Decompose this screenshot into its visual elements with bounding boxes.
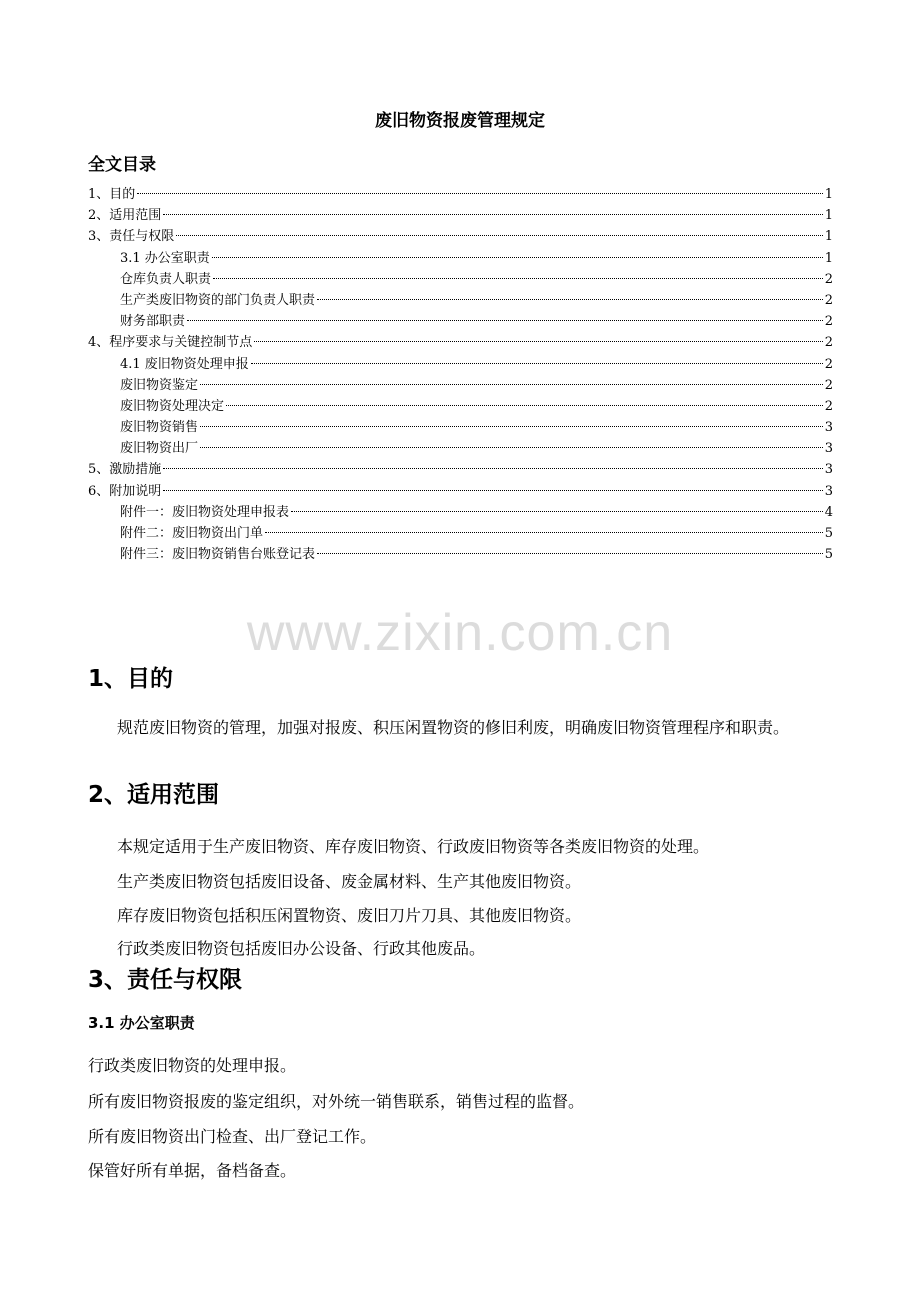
toc-entry[interactable]: [88, 523, 833, 544]
toc-leader-dots: [213, 278, 823, 279]
toc-entry-label: 附件二：废旧物资出门单: [120, 526, 264, 541]
toc-leader-dots: [176, 235, 822, 236]
toc-entry-label: 附件三：废旧物资销售台账登记表: [120, 547, 316, 563]
toc-leader-dots: [254, 341, 822, 342]
section-2-line: 本规定适用于生产废旧物资、库存废旧物资、行政废旧物资等各类废旧物资的处理。: [117, 837, 710, 856]
toc-entry-label: 2、适用范围: [88, 208, 162, 224]
toc-entry-label: 生产类废旧物资的部门负责人职责: [120, 292, 316, 308]
toc-entry-page: 3: [824, 462, 833, 478]
toc-entry-label: 6、附加说明: [88, 483, 162, 499]
table-of-contents: [88, 184, 833, 565]
toc-leader-dots: [163, 214, 822, 215]
toc-entry[interactable]: [88, 290, 833, 311]
toc-leader-dots: [200, 384, 823, 385]
toc-entry-label: 财务部职责: [120, 314, 186, 330]
toc-entry-page: 2: [824, 314, 833, 330]
toc-entry-page: 5: [824, 526, 833, 541]
toc-entry-label: 废旧物资处理决定: [120, 398, 225, 414]
toc-entry-page: 2: [824, 271, 833, 287]
toc-entry[interactable]: [88, 205, 833, 226]
toc-entry[interactable]: [88, 332, 833, 353]
section-1-text: 规范废旧物资的管理，加强对报废、积压闲置物资的修旧利废，明确废旧物资管理程序和职责。: [117, 718, 790, 737]
section-2-line: 库存废旧物资包括积压闲置物资、废旧刀片刀具、其他废旧物资。: [117, 906, 582, 925]
toc-entry[interactable]: [88, 481, 833, 502]
toc-entry-page: 2: [824, 377, 833, 393]
section-2-line: 行政类废旧物资包括废旧办公设备、行政其他废品。: [117, 939, 486, 958]
toc-entry-label: 仓库负责人职责: [120, 271, 212, 287]
section-3-line: 所有废旧物资报废的鉴定组织，对外统一销售联系，销售过程的监督。: [88, 1092, 585, 1111]
toc-entry-page: 4: [824, 504, 833, 520]
section-3-line: 保管好所有单据，备档备查。: [88, 1161, 297, 1180]
toc-leader-dots: [251, 363, 823, 364]
toc-entry-page: 3: [824, 483, 833, 499]
toc-entry-label: 3.1 办公室职责: [120, 250, 210, 266]
watermark: www.zixin.com.cn: [246, 604, 674, 662]
toc-entry-page: 1: [824, 208, 833, 224]
toc-entry-page: 5: [824, 547, 833, 563]
toc-entry[interactable]: [88, 311, 833, 332]
section-1-heading: 1、目的: [88, 666, 174, 692]
toc-entry-page: 3: [824, 441, 833, 457]
toc-leader-dots: [163, 490, 822, 491]
section-3-heading: 3、责任与权限: [88, 967, 243, 993]
toc-entry[interactable]: [88, 354, 833, 375]
toc-entry-label: 4.1 废旧物资处理申报: [120, 356, 249, 372]
toc-entry-page: 3: [824, 420, 833, 436]
toc-entry-label: 3、责任与权限: [88, 229, 175, 245]
toc-leader-dots: [200, 447, 823, 448]
toc-entry-page: 1: [824, 250, 833, 266]
toc-leader-dots: [317, 299, 823, 300]
toc-entry-page: 2: [824, 398, 833, 414]
section-3-line: 行政类废旧物资的处理申报。: [88, 1056, 297, 1075]
document-title: 废旧物资报废管理规定: [375, 111, 545, 131]
toc-leader-dots: [226, 405, 823, 406]
toc-entry[interactable]: [88, 269, 833, 290]
toc-entry[interactable]: [88, 438, 833, 459]
toc-leader-dots: [200, 426, 823, 427]
toc-entry-page: 1: [824, 187, 833, 202]
section-3-1-heading: 3.1 办公室职责: [88, 1014, 195, 1032]
toc-leader-dots: [212, 257, 823, 258]
toc-leader-dots: [163, 468, 822, 469]
toc-entry-label: 4、程序要求与关键控制节点: [88, 335, 253, 351]
toc-entry-label: 废旧物资鉴定: [120, 377, 199, 393]
toc-entry-label: 1、目的: [88, 187, 136, 202]
section-3-line: 所有废旧物资出门检查、出厂登记工作。: [88, 1127, 377, 1146]
toc-entry-page: 2: [824, 292, 833, 308]
toc-leader-dots: [187, 320, 823, 321]
toc-entry[interactable]: [88, 417, 833, 438]
toc-entry-label: 附件一：废旧物资处理申报表: [120, 504, 290, 520]
toc-entry[interactable]: [88, 248, 833, 269]
toc-entry[interactable]: [88, 396, 833, 417]
toc-heading: 全文目录: [88, 155, 156, 175]
toc-entry[interactable]: [88, 184, 833, 205]
section-2-line: 生产类废旧物资包括废旧设备、废金属材料、生产其他废旧物资。: [117, 872, 582, 891]
toc-entry-label: 5、激励措施: [88, 462, 162, 478]
toc-entry-page: 2: [824, 335, 833, 351]
toc-entry-label: 废旧物资销售: [120, 420, 199, 436]
toc-entry[interactable]: [88, 375, 833, 396]
toc-leader-dots: [317, 553, 823, 554]
section-2-heading: 2、适用范围: [88, 782, 220, 808]
toc-entry-page: 1: [824, 229, 833, 245]
toc-entry-label: 废旧物资出厂: [120, 441, 199, 457]
toc-entry[interactable]: [88, 544, 833, 565]
toc-entry-page: 2: [824, 356, 833, 372]
toc-leader-dots: [265, 532, 823, 533]
toc-leader-dots: [137, 193, 822, 194]
toc-entry[interactable]: [88, 502, 833, 523]
toc-entry[interactable]: [88, 459, 833, 480]
toc-entry[interactable]: [88, 226, 833, 247]
toc-leader-dots: [291, 511, 823, 512]
